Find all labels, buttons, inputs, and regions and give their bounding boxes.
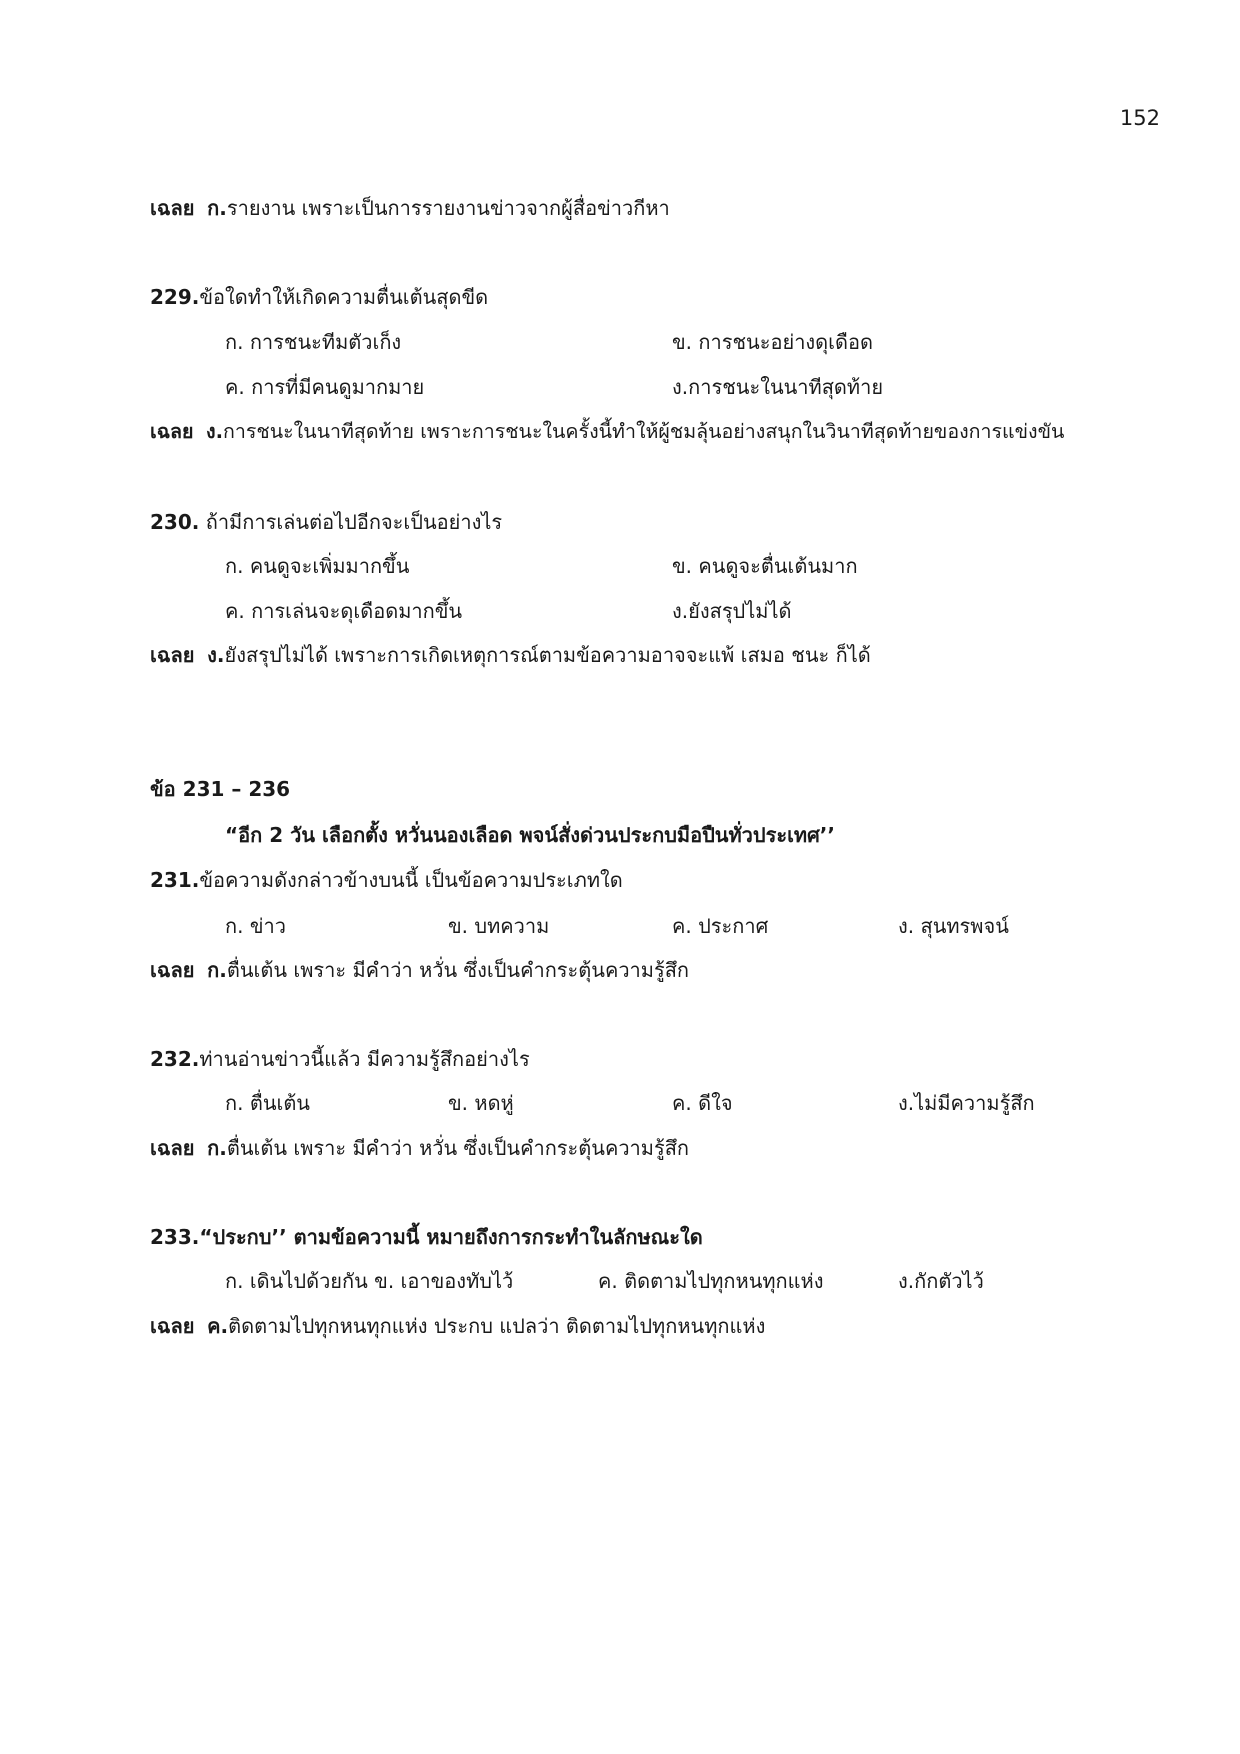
answer-label: เฉลย [150, 958, 195, 982]
page-number: 152 [1119, 106, 1160, 130]
section-heading-text: ข้อ 231 – 236 [150, 777, 291, 801]
option-230-d: ง.ยังสรุปไม่ได้ [672, 599, 792, 623]
option-233-ab: ก. เดินไปด้วยกัน ข. เอาของทับไว้ [225, 1269, 514, 1293]
question-text: ถ้ามีการเล่นต่อไปอีกจะเป็นอย่างไร [199, 510, 503, 534]
answer-letter: ง. [207, 643, 225, 667]
question-number: 232. [150, 1047, 200, 1071]
section-heading [150, 774, 290, 804]
question-number: 229. [150, 285, 200, 309]
option-231-c: ค. ประกาศ [672, 914, 769, 938]
question-text: ท่านอ่านข่าวนี้แล้ว มีความรู้สึกอย่างไร [199, 1047, 530, 1071]
question-number: 230. [150, 510, 200, 534]
option-229-c: ค. การที่มีคนดูมากมาย [225, 375, 425, 399]
option-232-b: ข. หดหู่ [448, 1091, 514, 1115]
question-number: 233. [150, 1225, 200, 1249]
news-headline [225, 820, 835, 850]
option-230-c: ค. การเล่นจะดุเดือดมากขึ้น [225, 599, 463, 623]
option-233-c: ค. ติดตามไปทุกหนทุกแห่ง [598, 1269, 824, 1293]
answer-label: เฉลย [150, 1136, 195, 1160]
question-231 [150, 865, 623, 895]
answer-text: ติดตามไปทุกหนทุกแห่ง ประกบ แปลว่า ติดตามไปทุกหนทุกแห่ง [228, 1314, 766, 1338]
answer-230 [150, 640, 871, 670]
answer-text: การชนะในนาทีสุดท้าย เพราะการชนะในครั้งนี้ทำให้ผู้ชมลุ้นอย่างสนุกในวินาทีสุดท้ายของการแข่งขัน [223, 420, 1065, 443]
answer-232 [150, 1133, 689, 1163]
answer-231 [150, 955, 689, 985]
option-230-b: ข. คนดูจะตื่นเต้นมาก [672, 554, 858, 578]
option-232-d: ง.ไม่มีความรู้สึก [898, 1091, 1035, 1115]
option-229-d: ง.การชนะในนาทีสุดท้าย [672, 375, 884, 399]
answer-229 [150, 417, 1064, 447]
answer-233 [150, 1311, 765, 1341]
question-text: ข้อใดทำให้เกิดความตื่นเต้นสุดขีด [199, 285, 489, 309]
question-232 [150, 1044, 530, 1074]
question-number: 231. [150, 868, 200, 892]
answer-letter: ค. [207, 1314, 229, 1338]
answer-text: รายงาน เพราะเป็นการรายงานข่าวจากผู้สื่อข่าวกีหา [226, 196, 670, 220]
option-231-d: ง. สุนทรพจน์ [898, 914, 1009, 938]
option-229-a: ก. การชนะทีมตัวเก็ง [225, 330, 402, 354]
option-232-a: ก. ตื่นเต้น [225, 1091, 310, 1115]
answer-text: ตื่นเต้น เพราะ มีคำว่า หวั่น ซึ่งเป็นคำกระตุ้นความรู้สึก [226, 958, 690, 982]
option-231-b: ข. บทความ [448, 914, 550, 938]
option-230-a: ก. คนดูจะเพิ่มมากขึ้น [225, 554, 410, 578]
answer-text: ตื่นเต้น เพราะ มีคำว่า หวั่น ซึ่งเป็นคำกระตุ้นความรู้สึก [226, 1136, 690, 1160]
question-230 [150, 507, 502, 537]
question-text: ข้อความดังกล่าวข้างบนนี้ เป็นข้อความประเภทใด [199, 868, 623, 892]
question-233 [150, 1222, 703, 1252]
question-229 [150, 282, 488, 312]
option-232-c: ค. ดีใจ [672, 1091, 733, 1115]
answer-letter: ก. [207, 958, 227, 982]
answer-letter: ก. [207, 196, 227, 220]
answer-letter: ก. [207, 1136, 227, 1160]
option-233-d: ง.กักตัวไว้ [898, 1269, 984, 1293]
news-headline-text: “อีก 2 วัน เลือกตั้ง หวั่นนองเลือด พจน์สั่งด่วนประกบมือปืนทั่วประเทศ’’ [225, 823, 835, 847]
option-229-b: ข. การชนะอย่างดุเดือด [672, 330, 873, 354]
answer-text: ยังสรุปไม่ได้ เพราะการเกิดเหตุการณ์ตามข้อความอาจจะแพ้ เสมอ ชนะ ก็ได้ [224, 643, 871, 667]
answer-letter: ง. [206, 420, 224, 443]
answer-label: เฉลย [150, 196, 195, 220]
answer-228 [150, 193, 670, 223]
answer-label: เฉลย [150, 1314, 195, 1338]
answer-label: เฉลย [150, 420, 194, 443]
question-text: “ประกบ’’ ตามข้อความนี้ หมายถึงการกระทำในลักษณะใด [199, 1225, 703, 1249]
option-231-a: ก. ข่าว [225, 914, 286, 938]
answer-label: เฉลย [150, 643, 195, 667]
